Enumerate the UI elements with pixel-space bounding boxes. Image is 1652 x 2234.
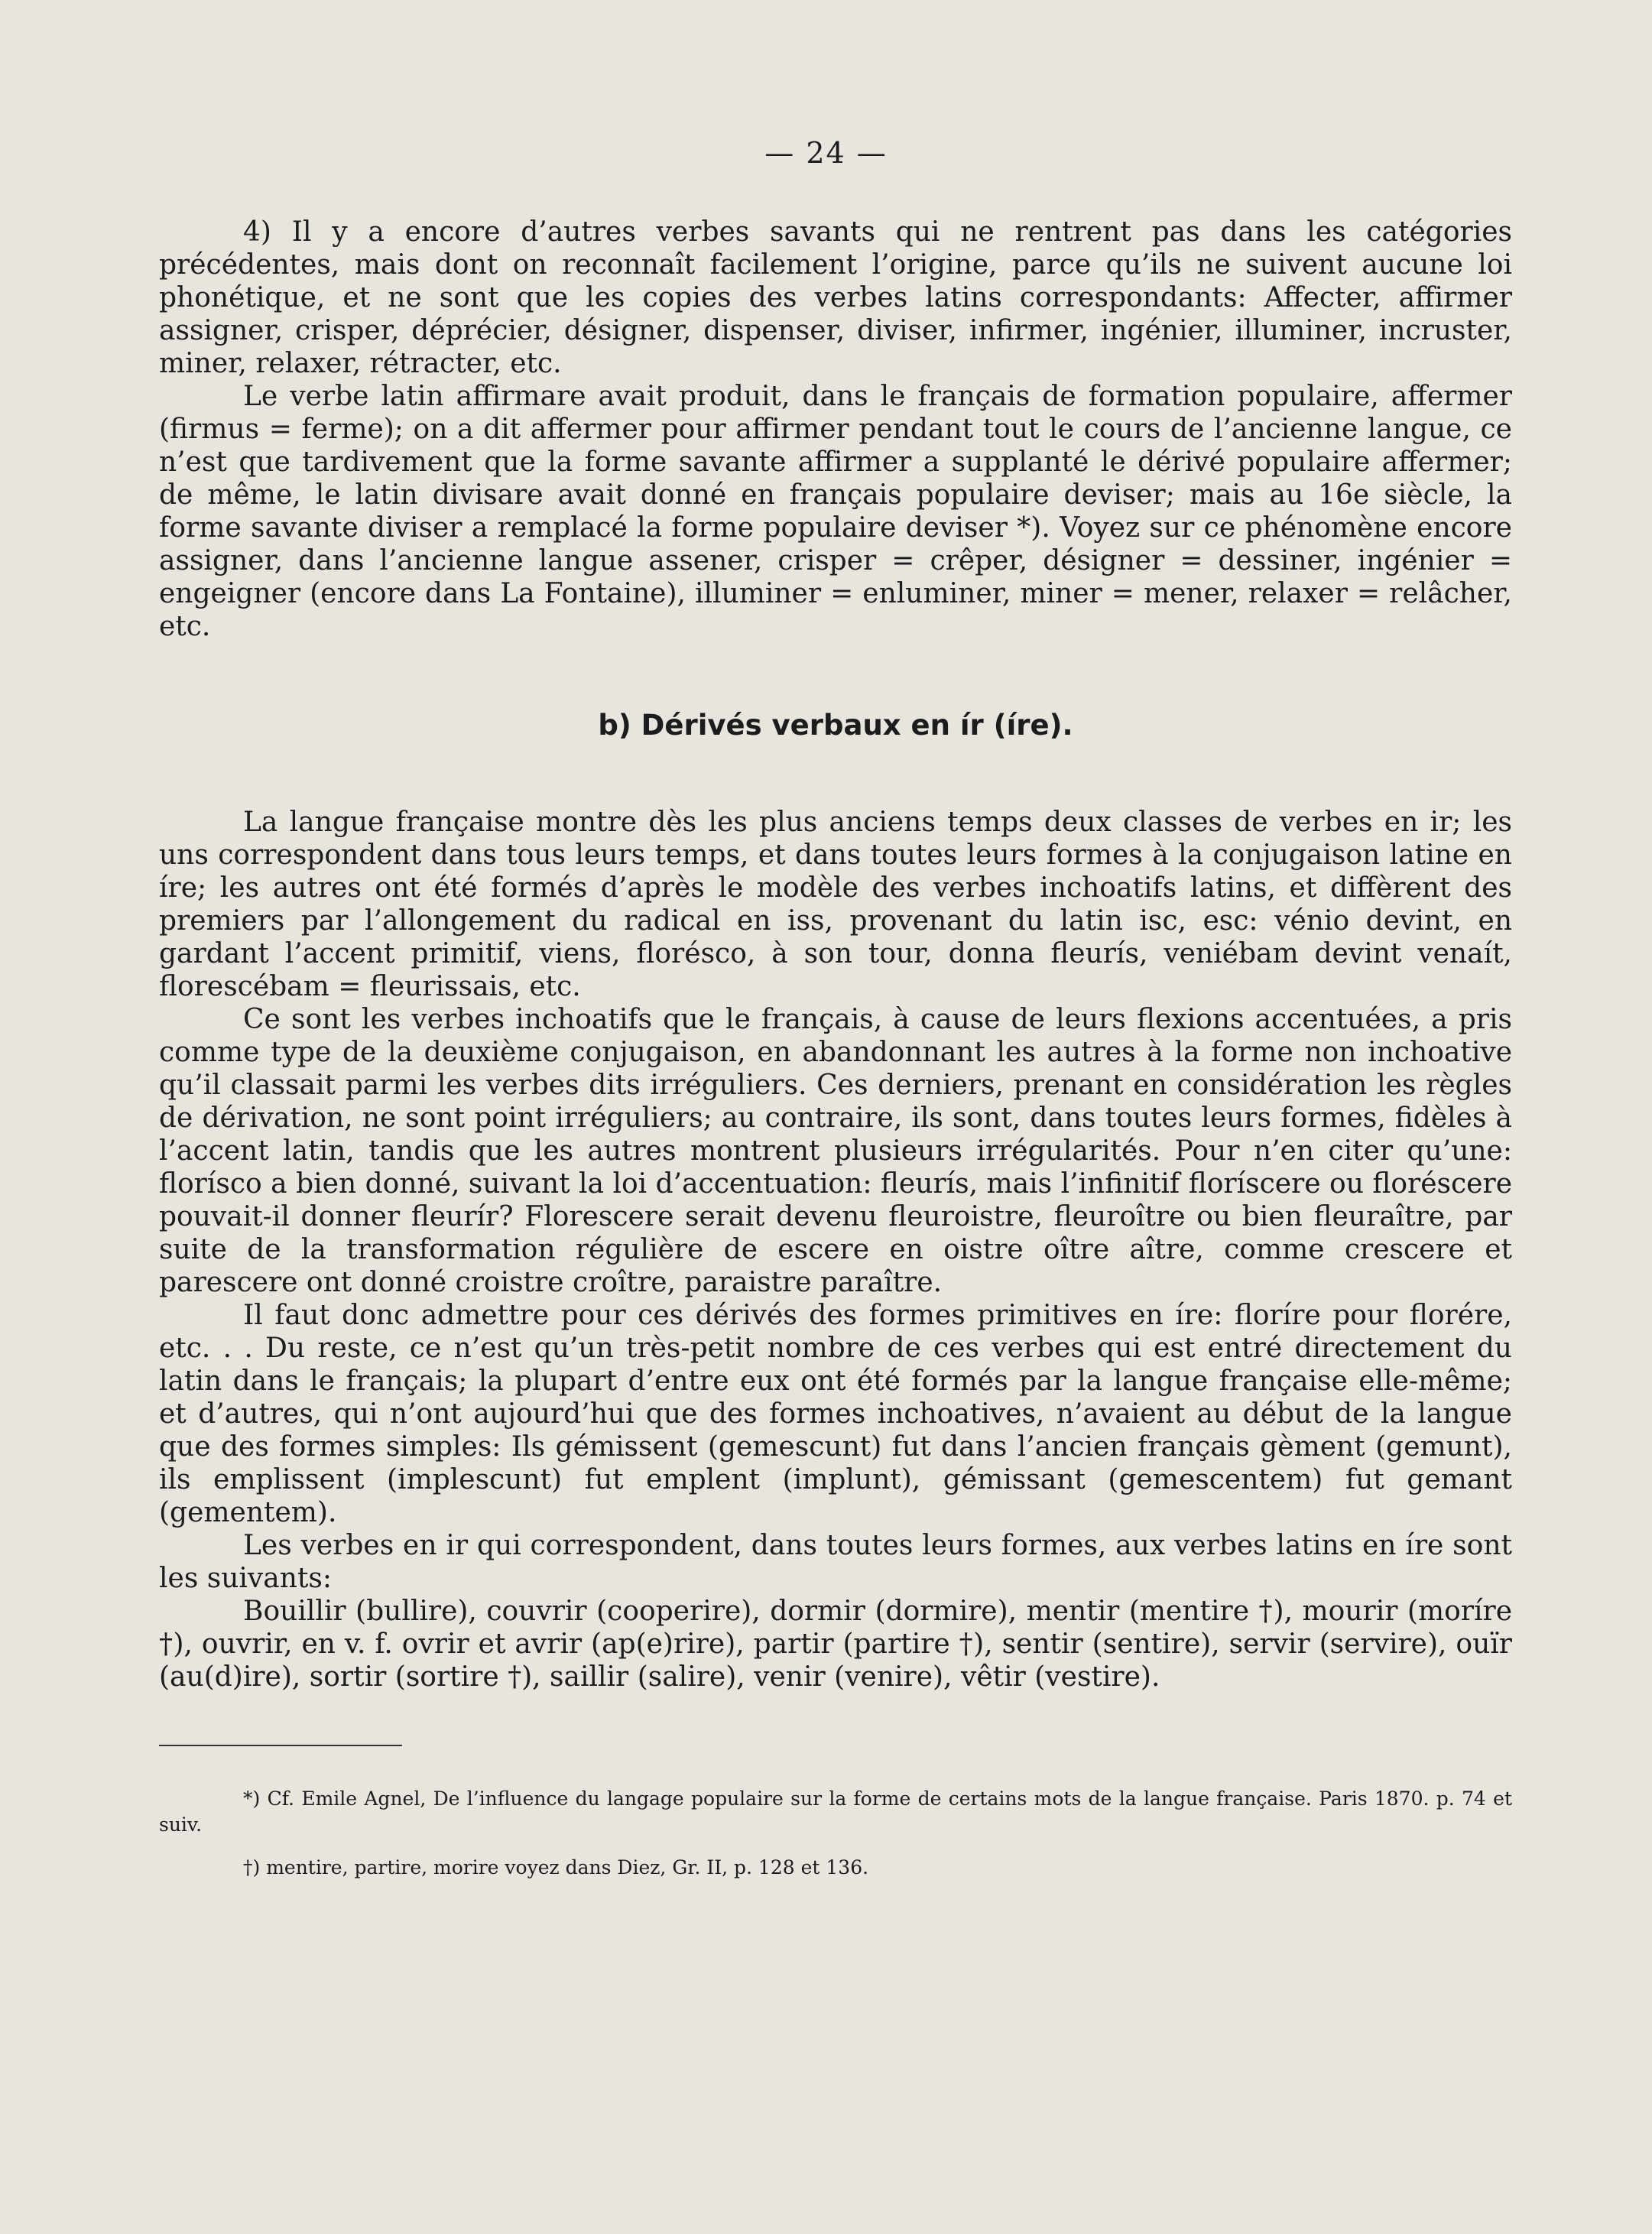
paragraph: Le verbe latin affirmare avait produit, dans le français de formation populaire, affermer (firmus = ferme); on a dit affermer pour affirmer pendant tout le cours de l’ancienne langue, ce n’est que tardivement que la forme savante affirmer a supplanté le dérivé populaire affermer; de même, le latin divisare avait donné en français populaire deviser; mais au 16e siècle, la forme savante diviser a remplacé la forme populaire deviser *). Voyez sur ce phénomène encore assigner, dans l’ancienne langue assener, crisper = crêper, désigner = dessiner, ingénier = engeigner (encore dans La Fontaine), illuminer = enluminer, miner = mener, relaxer = relâcher, etc. bbox=[159, 381, 1512, 642]
footnotes bbox=[159, 1786, 1512, 1898]
footnote-divider bbox=[159, 1745, 402, 1746]
body-text bbox=[159, 216, 1512, 1693]
footnote: †) mentire, partire, morire voyez dans Diez, Gr. II, p. 128 et 136. bbox=[243, 1856, 869, 1878]
footnote: *) Cf. Emile Agnel, De l’influence du langage populaire sur la forme de certains mots de la langue française. Paris 1870. p. 74 et suiv. bbox=[159, 1788, 1512, 1836]
page-number: — 24 — bbox=[764, 136, 888, 170]
paragraph: La langue française montre dès les plus anciens temps deux classes de verbes en ir; les uns correspondent dans tous leurs temps, et dans toutes leurs formes à la conjugaison latine en íre; les autres ont été formés d’après le modèle des verbes inchoatifs latins, et diffèrent des premiers par l’allongement du radical en iss, provenant du latin isc, esc: vénio devint, en gardant l’accent primitif, viens, florésco, à son tour, donna fleurís, veniébam devint venaít, florescébam = fleurissais, etc. bbox=[159, 807, 1512, 1002]
paragraph: Bouillir (bullire), couvrir (cooperire), dormir (dormire), mentir (mentire †), mourir (moríre †), ouvrir, en v. f. ovrir et avrir (ap(e)rire), partir (partire †), sentir (sentire), servir (servire), ouïr (au(d)ire), sortir (sortire †), saillir (salire), venir (venire), vêtir (vestire). bbox=[159, 1596, 1512, 1693]
paragraph: Ce sont les verbes inchoatifs que le français, à cause de leurs flexions accentuées, a pris comme type de la deuxième conjugaison, en abandonnant les autres à la forme non inchoative qu’il classait parmi les verbes dits irréguliers. Ces derniers, prenant en considération les règles de dérivation, ne sont point irréguliers; au contraire, ils sont, dans toutes leurs formes, fidèles à l’accent latin, tandis que les autres montrent plusieurs irrégularités. Pour n’en citer qu’une: florísco a bien donné, suivant la loi d’accentuation: fleurís, mais l’infinitif floríscere ou floréscere pouvait-il donner fleurír? Florescere serait devenu fleuroistre, fleuroître ou bien fleuraître, par suite de la transformation régulière de escere en oistre oître aître, comme crescere et parescere ont donné croistre croître, paraistre paraître. bbox=[159, 1004, 1512, 1298]
paragraph: Les verbes en ir qui correspondent, dans toutes leurs formes, aux verbes latins en íre sont les suivants: bbox=[159, 1530, 1512, 1594]
paragraph: Il faut donc admettre pour ces dérivés des formes primitives en íre: floríre pour florére, etc. . . Du reste, ce n’est qu’un très-petit nombre de ces verbes qui est entré directement du latin dans le français; la plupart d’entre eux ont été formés par la langue française elle-même; et d’autres, qui n’ont aujourd’hui que des formes inchoatives, n’avaient au début de la langue que des formes simples: Ils gémissent (gemescunt) fut dans l’ancien français gèment (gemunt), ils emplissent (implescunt) fut emplent (implunt), gémissant (gemescentem) fut gemant (gementem). bbox=[159, 1300, 1512, 1528]
paragraph: 4) Il y a encore d’autres verbes savants qui ne rentrent pas dans les catégories précédentes, mais dont on reconnaît facilement l’origine, parce qu’ils ne suivent aucune loi phonétique, et ne sont que les copies des verbes latins correspondants: Affecter, affirmer assigner, crisper, déprécier, désigner, dispenser, diviser, infirmer, ingénier, illuminer, incruster, miner, relaxer, rétracter, etc. bbox=[159, 216, 1512, 379]
section-heading: b) Dérivés verbaux en ír (íre). bbox=[598, 709, 1073, 742]
